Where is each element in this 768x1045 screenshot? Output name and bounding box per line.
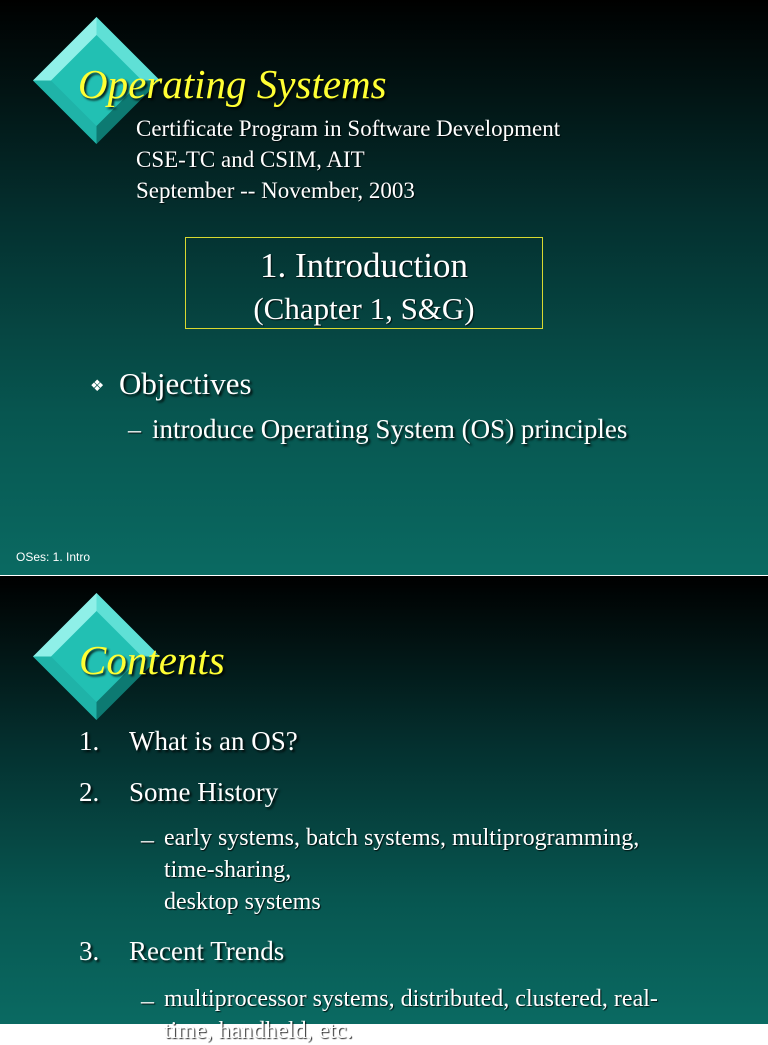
subtitle-line-org: CSE-TC and CSIM, AIT [136, 147, 365, 172]
slide-footer: OSes: 1. Intro [16, 550, 91, 564]
trends-subitem-line: time, handheld, etc. [164, 1018, 353, 1044]
history-subitem-line: early systems, batch systems, multiprogramming, [164, 825, 640, 851]
dash-bullet-icon: – [141, 825, 154, 854]
trends-subitem-line: multiprocessor systems, distributed, clustered, real- [164, 986, 658, 1012]
chapter-title: 1. Introduction [259, 246, 469, 285]
item-number: 2. [79, 777, 100, 807]
slide-title: Contents [79, 637, 225, 683]
history-subitem-line: desktop systems [164, 889, 321, 915]
contents-item-history: Some History [129, 777, 279, 807]
dash-bullet-icon: – [141, 986, 154, 1015]
contents-item-what-is-os: What is an OS? [129, 726, 298, 756]
diamond-bullet-icon: ❖ [90, 378, 105, 395]
chapter-box [185, 237, 543, 329]
objectives-heading: Objectives [119, 366, 252, 401]
subtitle-line-program: Certificate Program in Software Development [136, 116, 561, 141]
subtitle-line-dates: September -- November, 2003 [136, 178, 415, 203]
item-number: 3. [79, 936, 100, 966]
dash-bullet-icon: – [128, 415, 141, 444]
history-subitem-line: time-sharing, [164, 857, 292, 883]
item-number: 1. [79, 726, 100, 756]
chapter-reference: (Chapter 1, S&G) [253, 291, 475, 326]
slide-title: Operating Systems [78, 61, 387, 107]
objective-item: introduce Operating System (OS) principles [152, 414, 628, 444]
contents-item-trends: Recent Trends [129, 936, 285, 966]
slide-contents [0, 576, 768, 1044]
